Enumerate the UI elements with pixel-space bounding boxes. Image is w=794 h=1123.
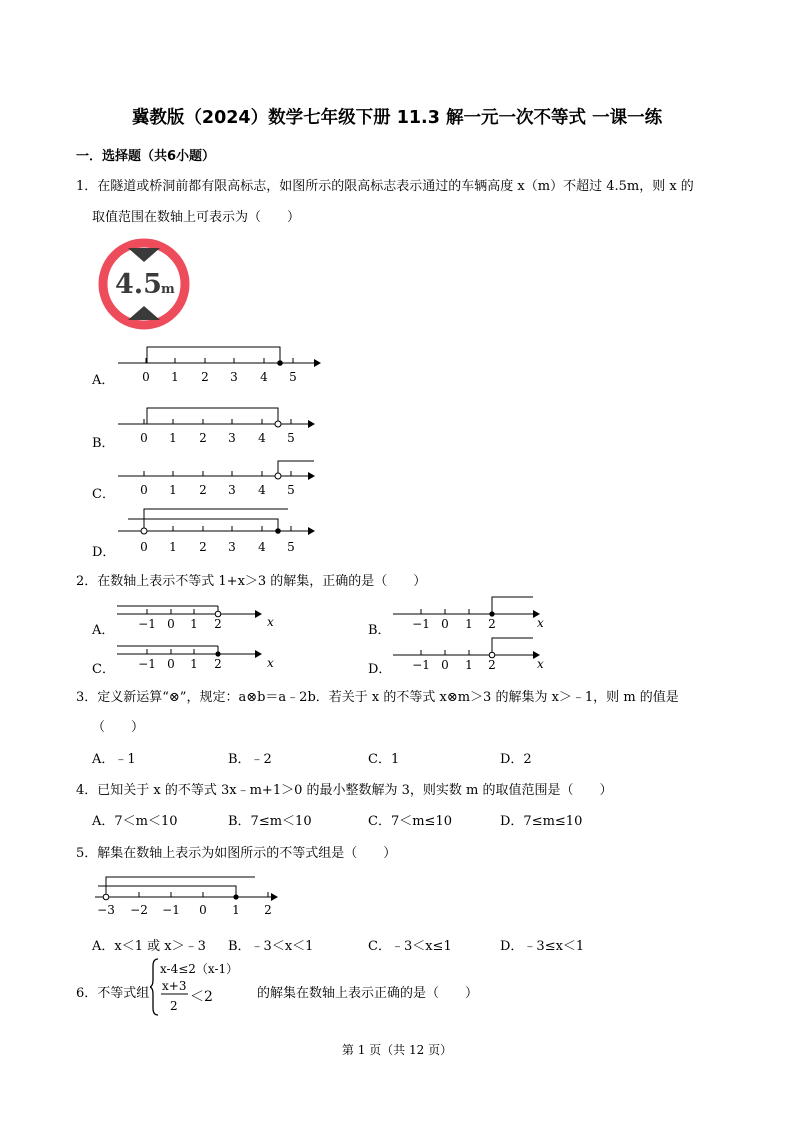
svg-text:2: 2 — [201, 370, 209, 384]
q5-option-a: A．x＜1 或 x＞﹣3 — [92, 939, 206, 954]
svg-text:5: 5 — [287, 483, 295, 497]
q2-option-c-label: C． — [92, 662, 115, 677]
q1-option-a-numberline — [118, 343, 323, 385]
svg-text:4: 4 — [258, 540, 266, 554]
svg-text:1: 1 — [232, 903, 240, 917]
svg-text:2: 2 — [199, 483, 207, 497]
q5-numberline — [95, 872, 285, 920]
svg-text:3: 3 — [228, 431, 236, 445]
q6-equation-2-relation: ＜2 — [190, 989, 213, 1005]
svg-text:1: 1 — [190, 617, 198, 631]
svg-text:1: 1 — [169, 431, 177, 445]
svg-text:x: x — [537, 657, 544, 671]
q2-option-d-numberline — [393, 633, 553, 671]
q4-text: 4．已知关于 x 的不等式 3x﹣m+1＞0 的最小整数解为 3，则实数 m 的取值范围是（ ） — [76, 783, 613, 798]
svg-text:1: 1 — [171, 370, 179, 384]
svg-text:5: 5 — [287, 540, 295, 554]
q3-option-a: A．﹣1 — [92, 752, 136, 767]
q2-option-d-label: D． — [368, 662, 392, 677]
page-title: 冀教版（2024）数学七年级下册 11.3 解一元一次不等式 一课一练 — [131, 108, 663, 128]
svg-text:2: 2 — [199, 540, 207, 554]
q1-option-a-label: A． — [92, 373, 115, 388]
sign-unit: m — [161, 282, 175, 297]
q5-option-d: D．﹣3≤x＜1 — [500, 939, 585, 954]
svg-text:4: 4 — [260, 370, 268, 384]
svg-text:x: x — [537, 616, 544, 630]
q2-option-c-numberline — [117, 640, 277, 674]
svg-text:0: 0 — [199, 903, 207, 917]
svg-text:2: 2 — [488, 617, 496, 631]
sign-value: 4.5 — [115, 269, 162, 300]
svg-text:2: 2 — [214, 657, 222, 671]
q6-equation-2-denominator: 2 — [170, 999, 178, 1013]
svg-text:0: 0 — [140, 483, 148, 497]
page-footer: 第 1 页（共 12 页） — [341, 1043, 453, 1057]
q4-option-c: C．7＜m≤10 — [368, 814, 452, 829]
svg-text:3: 3 — [228, 540, 236, 554]
q1-option-b-numberline — [118, 404, 323, 446]
svg-text:−3: −3 — [97, 903, 115, 917]
q4-option-d: D．7≤m≤10 — [500, 814, 583, 829]
q2-text: 2．在数轴上表示不等式 1+x＞3 的解集，正确的是（ ） — [76, 574, 427, 589]
svg-text:0: 0 — [140, 540, 148, 554]
svg-text:1: 1 — [190, 657, 198, 671]
q5-option-b: B．﹣3＜x＜1 — [228, 939, 314, 954]
q1-option-b-label: B． — [92, 436, 115, 451]
q2-option-b-numberline — [393, 594, 553, 632]
q2-option-a-numberline — [117, 598, 277, 634]
svg-text:−1: −1 — [162, 903, 180, 917]
q1-option-d-numberline — [118, 502, 323, 557]
svg-text:1: 1 — [465, 617, 473, 631]
svg-text:x: x — [267, 615, 274, 629]
svg-text:5: 5 — [287, 431, 295, 445]
q3-option-c: C．1 — [368, 752, 400, 767]
svg-text:2: 2 — [264, 903, 272, 917]
q5-text: 5．解集在数轴上表示为如图所示的不等式组是（ ） — [76, 846, 397, 861]
q6-prefix: 6．不等式组 — [76, 986, 150, 1001]
q5-option-c: C．﹣3＜x≤1 — [368, 939, 452, 954]
q6-equation-1: x-4≤2（x-1） — [160, 962, 239, 976]
q3-option-b: B．﹣2 — [228, 752, 272, 767]
svg-text:5: 5 — [289, 370, 297, 384]
q3-text-line1: 3．定义新运算“⊗”，规定：a⊗b＝a﹣2b．若关于 x 的不等式 x⊗m＞3 的解集为 x＞﹣1，则 m 的值是 — [76, 690, 679, 705]
svg-text:2: 2 — [199, 431, 207, 445]
svg-text:0: 0 — [142, 370, 150, 384]
q1-text-line2: 取值范围在数轴上可表示为（ ） — [92, 210, 301, 225]
svg-text:−1: −1 — [138, 657, 156, 671]
svg-text:0: 0 — [167, 617, 175, 631]
svg-text:1: 1 — [465, 658, 473, 671]
svg-text:0: 0 — [167, 657, 175, 671]
svg-text:−2: −2 — [130, 903, 148, 917]
svg-text:−1: −1 — [412, 617, 430, 631]
svg-text:4: 4 — [258, 431, 266, 445]
svg-text:0: 0 — [140, 431, 148, 445]
svg-text:1: 1 — [169, 483, 177, 497]
svg-text:0: 0 — [441, 658, 449, 671]
q6-inequality-system — [150, 956, 250, 1018]
svg-text:2: 2 — [488, 658, 496, 671]
svg-text:1: 1 — [169, 540, 177, 554]
svg-text:−1: −1 — [412, 658, 430, 671]
q1-option-c-numberline — [118, 456, 323, 498]
svg-text:x: x — [267, 656, 274, 670]
q6-suffix: 的解集在数轴上表示正确的是（ ） — [257, 986, 479, 1001]
height-limit-sign — [97, 237, 191, 331]
q2-option-b-label: B． — [368, 623, 391, 638]
q3-text-line2: （ ） — [92, 720, 145, 735]
svg-text:0: 0 — [441, 617, 449, 631]
section-heading: 一．选择题（共6小题） — [76, 149, 216, 164]
q6-equation-2-numerator: x+3 — [162, 979, 187, 993]
q1-option-d-label: D． — [92, 545, 116, 560]
q1-text-line1: 1．在隧道或桥洞前都有限高标志，如图所示的限高标志表示通过的车辆高度 x（m）不超过 4.5m，则 x 的 — [76, 179, 694, 194]
svg-text:3: 3 — [228, 483, 236, 497]
q4-option-a: A．7＜m＜10 — [92, 814, 178, 829]
svg-text:−1: −1 — [138, 617, 156, 631]
svg-text:4: 4 — [258, 483, 266, 497]
q3-option-d: D．2 — [500, 752, 532, 767]
svg-text:3: 3 — [230, 370, 238, 384]
q2-option-a-label: A． — [92, 623, 115, 638]
q4-option-b: B．7≤m＜10 — [228, 814, 312, 829]
q1-option-c-label: C． — [92, 487, 115, 502]
svg-text:2: 2 — [214, 617, 222, 631]
